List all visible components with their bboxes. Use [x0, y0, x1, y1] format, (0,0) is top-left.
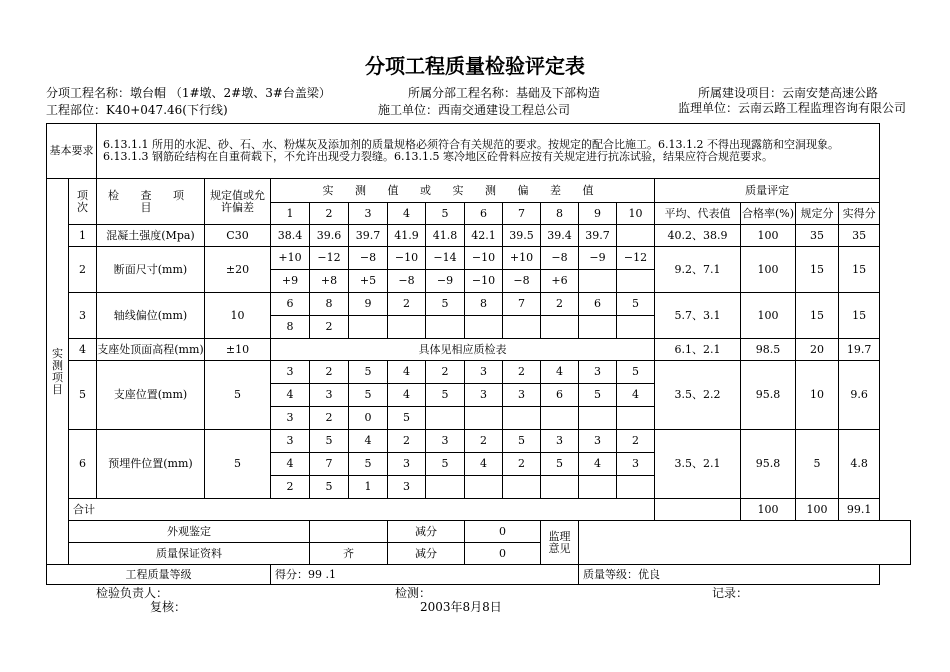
qa-docs-label: 质量保证资料: [69, 543, 310, 565]
cell: [617, 476, 655, 499]
cell: −10: [465, 247, 503, 270]
cell: 2: [426, 361, 465, 384]
cell: 5: [617, 293, 655, 316]
cell: 8: [271, 316, 310, 339]
cell: 2: [541, 293, 579, 316]
contractor: 施工单位：西南交通建设工程总公司: [378, 103, 571, 117]
cell: 5: [426, 453, 465, 476]
cell: [503, 407, 541, 430]
cell: [541, 407, 579, 430]
cell: 5: [426, 384, 465, 407]
cell: 38.4: [271, 225, 310, 247]
cell: [579, 316, 617, 339]
total-avg: [655, 499, 741, 521]
cell: 39.4: [541, 225, 579, 247]
cell: 5: [617, 361, 655, 384]
header-no-text: 项次: [77, 188, 88, 214]
cell: 3: [579, 430, 617, 453]
cell: 3: [503, 384, 541, 407]
footer-inspector: 检验负责人：: [96, 586, 169, 600]
cell: 2: [617, 430, 655, 453]
row-spec: C30: [205, 225, 271, 247]
cell: [617, 270, 655, 293]
row-name: 支座位置(mm): [97, 361, 205, 430]
row-actual: 15: [839, 247, 880, 293]
cell: 4: [388, 361, 426, 384]
cell: 2: [271, 476, 310, 499]
cell: 3: [617, 453, 655, 476]
cell: 39.7: [579, 225, 617, 247]
col-10: 10: [617, 203, 655, 225]
grade-label: 工程质量等级: [47, 565, 271, 585]
total-spec-score: 100: [796, 499, 839, 521]
construction-project: 所属建设项目：云南安楚高速公路: [698, 86, 879, 100]
row-actual: 35: [839, 225, 880, 247]
row-note: 具体见相应质检表: [271, 339, 655, 361]
cell: 5: [349, 453, 388, 476]
row-spec-score: 35: [796, 225, 839, 247]
cell: 41.9: [388, 225, 426, 247]
cell: 2: [310, 361, 349, 384]
header-score-spec: 规定分: [796, 203, 839, 225]
cell: 3: [388, 453, 426, 476]
row-avg: 9.2、7.1: [655, 247, 741, 293]
cell: 39.7: [349, 225, 388, 247]
col-4: 4: [388, 203, 426, 225]
cell: [465, 476, 503, 499]
total-actual: 99.1: [839, 499, 880, 521]
inspection-table: [46, 123, 911, 585]
cell: 3: [271, 407, 310, 430]
cell: [503, 476, 541, 499]
cell: [579, 476, 617, 499]
cell: 5: [310, 430, 349, 453]
col-2: 2: [310, 203, 349, 225]
basic-requirements-text: 6.13.1.1 所用的水泥、砂、石、水、粉煤灰及添加剂的质量规格必须符合有关规范的要求。按规定的配合比施工。6.13.1.2 不得出现露筋和空洞现象。6.13.1.3 钢筋砼结构在自重荷载下，不允许出现受力裂缝。6.13.1.5 寒冷地区砼骨料应按有关规定进行抗冻试验，结果应符合规范要求。: [97, 124, 880, 179]
total-label: 合计: [69, 499, 655, 521]
cell: [617, 407, 655, 430]
qa-docs-deduct-label: 减分: [388, 543, 465, 565]
cell: 2: [503, 453, 541, 476]
row-avg: 3.5、2.1: [655, 430, 741, 499]
row-avg: 40.2、38.9: [655, 225, 741, 247]
row-actual: 4.8: [839, 430, 880, 499]
appearance-deduct: 0: [465, 521, 541, 543]
row-avg: 5.7、3.1: [655, 293, 741, 339]
cell: [426, 476, 465, 499]
cell: 3: [388, 476, 426, 499]
row-rate: 95.8: [741, 430, 796, 499]
footer-reviewer: 复核：: [150, 600, 187, 614]
cell: 3: [465, 384, 503, 407]
cell: [465, 407, 503, 430]
cell: 6: [541, 384, 579, 407]
cell: +8: [310, 270, 349, 293]
header-score-actual: 实得分: [839, 203, 880, 225]
row-name: 轴线偏位(mm): [97, 293, 205, 339]
cell: [579, 407, 617, 430]
cell: 5: [310, 476, 349, 499]
cell: [503, 316, 541, 339]
header-measured: 实 测 值 或 实 测 偏 差 值: [271, 179, 655, 203]
cell: 39.5: [503, 225, 541, 247]
row-rate: 98.5: [741, 339, 796, 361]
row-no: 6: [69, 430, 97, 499]
cell: 5: [579, 384, 617, 407]
cell: 4: [271, 384, 310, 407]
row-no: 4: [69, 339, 97, 361]
cell: 4: [271, 453, 310, 476]
cell: 4: [388, 384, 426, 407]
row-spec: 5: [205, 430, 271, 499]
grade-level: 质量等级：优良: [579, 565, 880, 585]
row-rate: 95.8: [741, 361, 796, 430]
supervision-label: [541, 521, 579, 565]
cell: 39.6: [310, 225, 349, 247]
col-9: 9: [579, 203, 617, 225]
cell: −14: [426, 247, 465, 270]
cell: 5: [426, 293, 465, 316]
qa-docs-value: 齐: [310, 543, 388, 565]
cell: 3: [310, 384, 349, 407]
cell: 4: [465, 453, 503, 476]
cell: [617, 225, 655, 247]
cell: 5: [503, 430, 541, 453]
cell: 5: [349, 361, 388, 384]
row-spec-score: 15: [796, 247, 839, 293]
cell: [617, 316, 655, 339]
footer-date: 2003年8月8日: [420, 600, 502, 614]
cell: −10: [465, 270, 503, 293]
appearance-label: 外观鉴定: [69, 521, 310, 543]
row-actual: 9.6: [839, 361, 880, 430]
cell: 42.1: [465, 225, 503, 247]
row-spec: 5: [205, 361, 271, 430]
col-5: 5: [426, 203, 465, 225]
row-name: 预埋件位置(mm): [97, 430, 205, 499]
row-rate: 100: [741, 293, 796, 339]
header-pass-rate: 合格率(%): [741, 203, 796, 225]
cell: +6: [541, 270, 579, 293]
page-title: 分项工程质量检验评定表: [365, 54, 585, 78]
cell: 4: [617, 384, 655, 407]
cell: 2: [465, 430, 503, 453]
cell: 3: [271, 361, 310, 384]
qa-docs-deduct: 0: [465, 543, 541, 565]
cell: +5: [349, 270, 388, 293]
cell: 2: [388, 430, 426, 453]
cell: 5: [541, 453, 579, 476]
cell: −9: [426, 270, 465, 293]
row-no: 2: [69, 247, 97, 293]
row-avg: 3.5、2.2: [655, 361, 741, 430]
header-spec: 规定值或允许偏差: [205, 179, 271, 225]
supervisor: 监理单位：云南云路工程监理咨询有限公司: [678, 101, 907, 115]
row-spec-score: 20: [796, 339, 839, 361]
cell: 2: [503, 361, 541, 384]
cell: 8: [310, 293, 349, 316]
cell: −12: [617, 247, 655, 270]
cell: 6: [271, 293, 310, 316]
cell: 4: [541, 361, 579, 384]
cell: [541, 316, 579, 339]
cell: 2: [310, 407, 349, 430]
cell: 41.8: [426, 225, 465, 247]
work-location: 工程部位：K40+047.46(下行线): [46, 103, 228, 117]
row-no: 5: [69, 361, 97, 430]
cell: [541, 476, 579, 499]
row-actual: 19.7: [839, 339, 880, 361]
footer-recorder: 记录：: [712, 586, 749, 600]
cell: 3: [271, 430, 310, 453]
basic-requirements-label: 基本要求: [47, 124, 97, 179]
row-name: 支座处顶面高程(mm): [97, 339, 205, 361]
cell: −9: [579, 247, 617, 270]
col-7: 7: [503, 203, 541, 225]
row-name: 断面尺寸(mm): [97, 247, 205, 293]
cell: 4: [349, 430, 388, 453]
cell: 3: [426, 430, 465, 453]
row-spec: ±20: [205, 247, 271, 293]
header-no: [69, 179, 97, 225]
section-label-text: 实测项目: [52, 346, 63, 396]
col-3: 3: [349, 203, 388, 225]
cell: [579, 270, 617, 293]
cell: 7: [503, 293, 541, 316]
col-8: 8: [541, 203, 579, 225]
cell: [426, 316, 465, 339]
cell: −12: [310, 247, 349, 270]
cell: [349, 316, 388, 339]
row-rate: 100: [741, 225, 796, 247]
row-spec-score: 15: [796, 293, 839, 339]
cell: 1: [349, 476, 388, 499]
cell: +10: [271, 247, 310, 270]
grade-score: 得分：99 .1: [271, 565, 579, 585]
cell: 5: [388, 407, 426, 430]
footer-checker: 检测：: [395, 586, 432, 600]
header-avg: 平均、代表值: [655, 203, 741, 225]
cell: −10: [388, 247, 426, 270]
row-no: 1: [69, 225, 97, 247]
cell: −8: [503, 270, 541, 293]
cell: 3: [465, 361, 503, 384]
cell: 3: [579, 361, 617, 384]
cell: [426, 407, 465, 430]
cell: 3: [541, 430, 579, 453]
cell: 7: [310, 453, 349, 476]
cell: 9: [349, 293, 388, 316]
header-quality: 质量评定: [655, 179, 880, 203]
col-1: 1: [271, 203, 310, 225]
row-no: 3: [69, 293, 97, 339]
supervision-label-text: 监理意见: [548, 529, 571, 555]
cell: 2: [388, 293, 426, 316]
cell: 4: [579, 453, 617, 476]
appearance-deduct-label: 减分: [388, 521, 465, 543]
cell: 5: [349, 384, 388, 407]
cell: −8: [388, 270, 426, 293]
row-name: 混凝土强度(Mpa): [97, 225, 205, 247]
supervision-opinion: [579, 521, 911, 565]
division-name: 所属分部工程名称：基础及下部构造: [408, 86, 601, 100]
cell: −8: [541, 247, 579, 270]
project-name: 分项工程名称：墩台帽 （1#墩、2#墩、3#台盖梁）: [46, 86, 331, 100]
cell: [465, 316, 503, 339]
header-item: 检 查 项 目: [97, 179, 205, 225]
cell: +10: [503, 247, 541, 270]
row-spec-score: 5: [796, 430, 839, 499]
row-spec: ±10: [205, 339, 271, 361]
total-rate: 100: [741, 499, 796, 521]
cell: 2: [310, 316, 349, 339]
row-spec-score: 10: [796, 361, 839, 430]
cell: [388, 316, 426, 339]
row-spec: 10: [205, 293, 271, 339]
cell: −8: [349, 247, 388, 270]
col-6: 6: [465, 203, 503, 225]
section-label: [47, 179, 69, 565]
row-actual: 15: [839, 293, 880, 339]
cell: +9: [271, 270, 310, 293]
cell: 0: [349, 407, 388, 430]
row-rate: 100: [741, 247, 796, 293]
cell: 8: [465, 293, 503, 316]
appearance-empty: [310, 521, 388, 543]
row-avg: 6.1、2.1: [655, 339, 741, 361]
cell: 6: [579, 293, 617, 316]
